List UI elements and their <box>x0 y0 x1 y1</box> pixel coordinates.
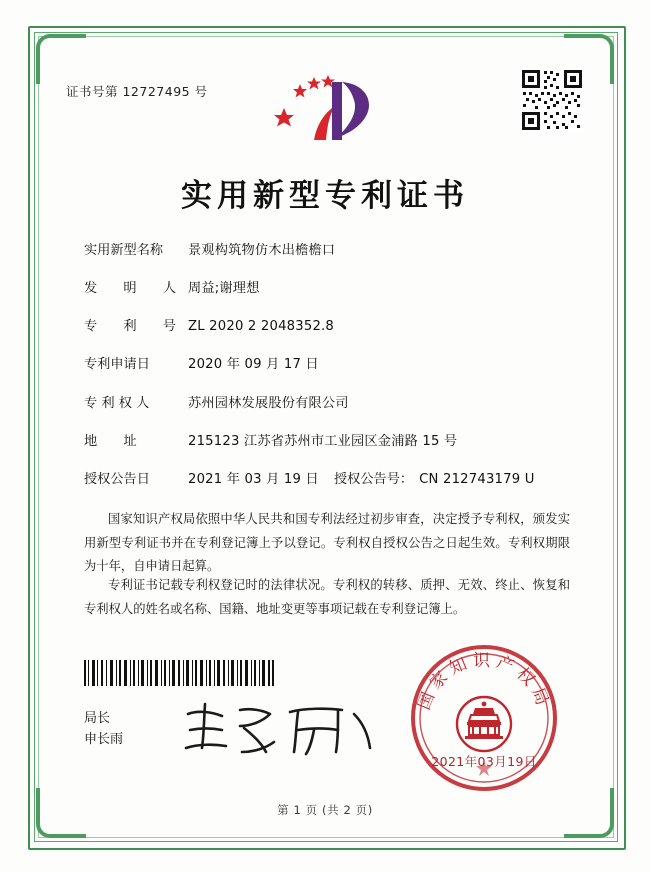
field-value-inventor: 周益;谢理想 <box>188 281 260 297</box>
field-value-patent-no: ZL 2020 2 2048352.8 <box>188 319 335 335</box>
field-value-grant-no: CN 212743179 U <box>419 471 535 487</box>
field-row-patent-no <box>84 318 574 335</box>
signature-block <box>84 708 123 751</box>
handwritten-signature-icon <box>178 696 378 760</box>
cnipa-logo-icon <box>270 68 380 146</box>
field-group-grant-date <box>84 471 334 488</box>
field-value-name: 景观构筑物仿木出檐檐口 <box>188 243 336 258</box>
field-row-application-date <box>84 356 574 373</box>
field-value-grant-date: 2021 年 03 月 19 日 <box>188 471 319 487</box>
page-footer: 第 1 页 (共 2 页) <box>277 803 373 817</box>
field-value-application-date: 2020 年 09 月 17 日 <box>188 357 319 373</box>
certificate-content <box>48 46 602 826</box>
field-row-inventor <box>84 280 574 297</box>
field-label-inventor: 发 明 人 <box>84 281 187 297</box>
field-value-address: 215123 江苏省苏州市工业园区金浦路 15 号 <box>188 433 458 449</box>
field-label-address: 地 址 <box>84 433 148 449</box>
field-row-grant <box>84 471 574 488</box>
field-row-address <box>84 433 574 450</box>
official-seal-icon <box>408 642 560 794</box>
field-label-name: 实用新型名称 <box>84 243 164 258</box>
field-label-grant-no: 授权公告号： <box>334 471 414 487</box>
page-title: 实用新型专利证书 <box>181 178 469 214</box>
field-label-patentee: 专 利 权 人 <box>84 395 150 411</box>
field-row-name <box>84 242 574 259</box>
qr-code-icon <box>520 68 584 132</box>
legal-paragraph-2: 专利证书记载专利权登记时的法律状况。专利权的转移、质押、无效、终止、恢复和专利权人的姓名或名称、国籍、地址变更等事项记载在专利登记簿上。 <box>84 578 570 616</box>
signature-name: 申长雨 <box>84 732 124 748</box>
svg-text:国家知识产权局: 国家知识产权局 <box>414 651 554 713</box>
field-group-grant-no <box>334 471 535 488</box>
field-list <box>84 242 574 509</box>
signature-title: 局长 <box>84 711 111 726</box>
field-label-application-date: 专利申请日 <box>84 357 150 373</box>
seal-date: 2021年03月19日 <box>431 754 537 769</box>
barcode-icon <box>84 660 274 686</box>
certificate-number: 证书号第 12727495 号 <box>66 84 208 99</box>
field-label-patent-no: 专 利 号 <box>84 319 187 335</box>
field-row-patentee <box>84 395 574 412</box>
field-label-grant-date: 授权公告日 <box>84 471 150 487</box>
field-value-patentee: 苏州园林发展股份有限公司 <box>188 395 349 411</box>
legal-paragraph-1: 国家知识产权局依照中华人民共和国专利法经过初步审查，决定授予专利权，颁发实用新型专利证书并在专利登记簿上予以登记。专利权自授权公告之日起生效。专利权期限为十年，自申请日起算。 <box>84 512 570 574</box>
